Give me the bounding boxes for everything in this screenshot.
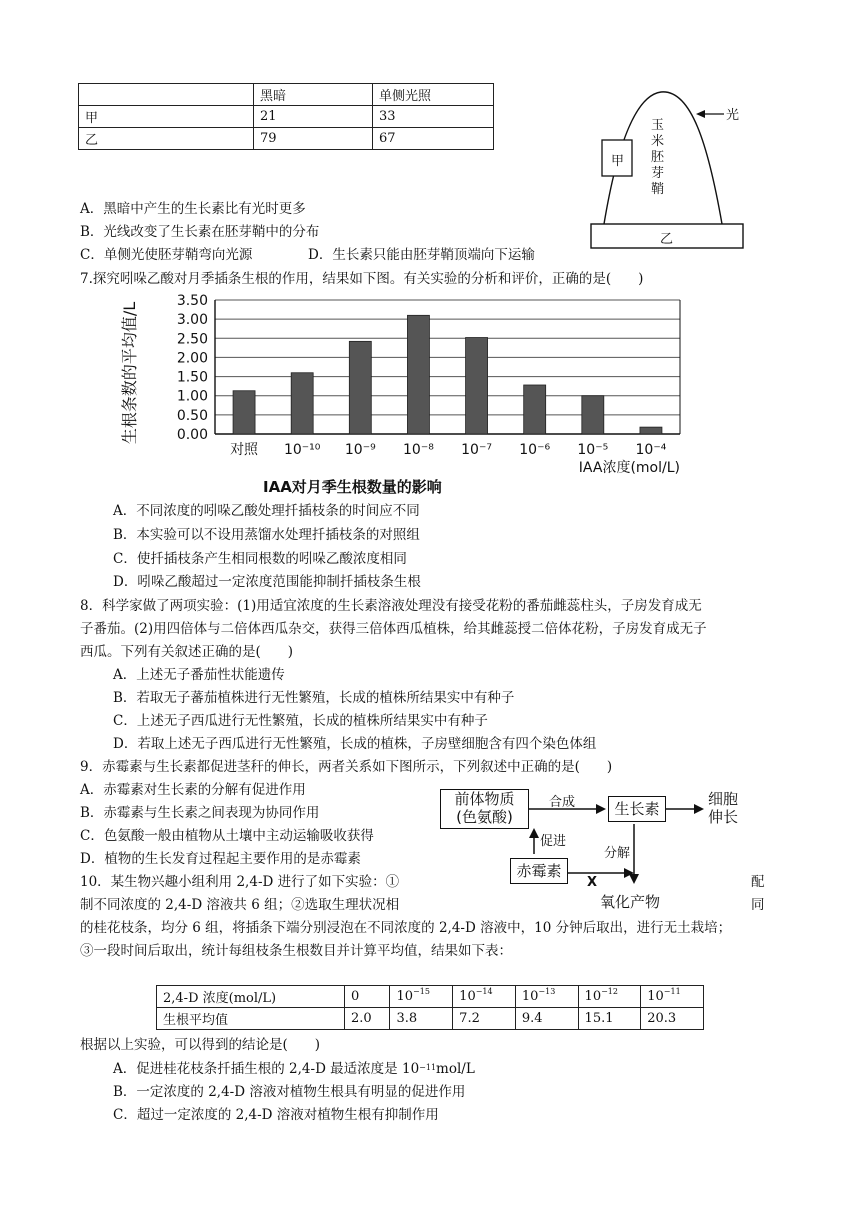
y-axis-label: 生根条数的平均值/L: [120, 301, 139, 445]
y-tick-label: 3.50: [176, 293, 208, 309]
table-row: [157, 1008, 704, 1030]
table-cell: $10^{-12}$: [578, 986, 641, 1008]
precursor-label: 前体物质: [454, 790, 515, 808]
elongation-label: [708, 790, 738, 826]
table-cell: 2.0: [345, 1008, 390, 1030]
promote-label: 促进: [540, 834, 567, 849]
q9-option-d: D．植物的生长发育过程起主要作用的是赤霉素: [80, 851, 361, 867]
x-mark: X: [587, 875, 598, 890]
x-tick-label: 10⁻⁷: [461, 442, 492, 458]
oxidation-label: 氧化产物: [600, 893, 661, 911]
chart-title: IAA对月季生根数量的影响: [263, 478, 442, 496]
bar: [582, 396, 604, 434]
x-tick-label: 对照: [230, 442, 259, 458]
x-tick-label: 10⁻¹⁰: [283, 442, 321, 458]
y-tick-label: 0.50: [176, 407, 208, 424]
table-cell: 乙: [79, 128, 254, 150]
q6-option-c: C．单侧光使胚芽鞘弯向光源: [80, 247, 253, 263]
table-row: [79, 106, 494, 128]
x-tick-label: 10⁻⁴: [635, 442, 667, 458]
table-cell: $10^{-15}$: [390, 986, 453, 1008]
q10-line-2-end: 同: [751, 897, 765, 913]
q8-option-c: C．上述无子西瓜进行无性繁殖，长成的植株所结果实中有种子: [113, 713, 488, 729]
auxin-box: [608, 796, 666, 822]
table-row: [157, 986, 704, 1008]
table-cell: 67: [373, 128, 494, 150]
table-cell: 33: [373, 106, 494, 128]
table-cell: 生根平均值: [157, 1008, 345, 1030]
table-cell: 21: [254, 106, 373, 128]
q7-option-a: A．不同浓度的吲哚乙酸处理扦插枝条的时间应不同: [113, 503, 420, 519]
table-cell: 单侧光照: [373, 84, 494, 106]
x-tick-label: 10⁻⁶: [519, 442, 551, 458]
q6-option-a: A．黑暗中产生的生长素比有光时更多: [80, 201, 306, 217]
bar: [349, 341, 371, 434]
q7-stem: 7.探究吲哚乙酸对月季插条生根的作用，结果如下图。有关实验的分析和评价，正确的是( ): [80, 271, 644, 287]
bar: [291, 373, 313, 434]
q10-line-1: 10．某生物兴趣小组利用 2,4-D 进行了如下实验：①: [80, 874, 400, 890]
table-cell: 甲: [79, 106, 254, 128]
q10-line-3: 的桂花枝条，均分 6 组，将插条下端分别浸泡在不同浓度的 2,4-D 溶液中，10 分钟后取出，进行无土栽培；: [80, 920, 732, 936]
table-cell: 9.4: [515, 1008, 578, 1030]
decompose-label: 分解: [604, 846, 631, 861]
precursor-box: [440, 789, 529, 829]
table-cell: 7.2: [453, 1008, 516, 1030]
q7-option-d: D．吲哚乙酸超过一定浓度范围能抑制扦插枝条生根: [113, 574, 421, 590]
q10-option-a: A．促进桂花枝条扦插生根的 2,4-D 最适浓度是 $10^{-11}mol/L$: [113, 1061, 475, 1077]
q8-stem-2: 子番茄。(2)用四倍体与二倍体西瓜杂交，获得三倍体西瓜植株，给其雌蕊授二倍体花粉，子房发育成无子: [80, 621, 707, 637]
table-row: [79, 84, 494, 106]
q10-option-c: C．超过一定浓度的 2,4-D 溶液对植物生根有抑制作用: [113, 1107, 439, 1123]
y-tick-label: 2.00: [176, 350, 208, 367]
table-cell: 3.8: [390, 1008, 453, 1030]
q8-stem-1: 8．科学家做了两项实验：(1)用适宜浓度的生长素溶液处理没有接受花粉的番茄雌蕊柱头，子房发育成无: [80, 598, 702, 614]
q8-stem-3: 西瓜。下列有关叙述正确的是( ): [80, 644, 294, 660]
q10-line-2: 制不同浓度的 2,4-D 溶液共 6 组；②选取生理状况相: [80, 897, 400, 913]
x-tick-label: 10⁻⁸: [403, 442, 434, 458]
table-row: [79, 128, 494, 150]
table-cell: 79: [254, 128, 373, 150]
table-cell: [79, 84, 254, 106]
bar: [407, 315, 429, 434]
q6-option-b: B．光线改变了生长素在胚芽鞘中的分布: [80, 224, 320, 240]
table-cell: 15.1: [578, 1008, 641, 1030]
bar: [233, 391, 255, 434]
q10-option-b: B．一定浓度的 2,4-D 溶液对植物生根具有明显的促进作用: [113, 1084, 466, 1100]
y-tick-label: 2.50: [176, 331, 208, 348]
q10-conclusion: 根据以上实验，可以得到的结论是( ): [80, 1037, 321, 1053]
y-tick-label: 0.00: [176, 427, 208, 443]
q8-option-a: A．上述无子番茄性状能遗传: [113, 667, 285, 683]
q7-option-c: C．使扦插枝条产生相同根数的吲哚乙酸浓度相同: [113, 551, 407, 567]
bar: [466, 338, 488, 434]
table-cell: $10^{-13}$: [515, 986, 578, 1008]
block-a-label: 甲: [611, 154, 625, 169]
coleoptile-figure: [586, 84, 766, 256]
x-axis-label: IAA浓度(mol/L): [578, 460, 680, 476]
elongation-line-1: 细胞: [708, 790, 739, 808]
hormone-diagram: [440, 788, 770, 912]
bar: [524, 385, 546, 434]
auxin-label: 生长素: [614, 800, 660, 818]
y-tick-label: 1.00: [176, 388, 208, 405]
q9-stem: 9．赤霉素与生长素都促进茎秆的伸长，两者关系如下图所示，下列叙述中正确的是( ): [80, 759, 613, 775]
q7-option-b: B．本实验可以不设用蒸馏水处理扦插枝条的对照组: [113, 527, 420, 543]
light-label: 光: [726, 108, 740, 123]
y-tick-label: 3.00: [176, 312, 208, 329]
coleoptile-label: 玉米胚芽鞘: [651, 118, 665, 197]
table-cell: $10^{-11}$: [641, 986, 704, 1008]
elongation-line-2: 伸长: [708, 808, 739, 826]
table-cell: $10^{-14}$: [453, 986, 516, 1008]
table-cell: 0: [345, 986, 390, 1008]
table-cell: 20.3: [641, 1008, 704, 1030]
q8-option-b: B．若取无子蕃茄植株进行无性繁殖，长成的植株所结果实中有种子: [113, 690, 515, 706]
q10-line-4: ③一段时间后取出，统计每组枝条生根数目并计算平均值，结果如下表：: [80, 943, 512, 959]
x-tick-label: 10⁻⁹: [344, 442, 376, 458]
synthesis-label: 合成: [549, 795, 576, 810]
q10-line-1-end: 配: [751, 874, 765, 890]
x-tick-label: 10⁻⁵: [577, 442, 609, 458]
q9-option-c: C．色氨酸一般由植物从土壤中主动运输吸收获得: [80, 828, 374, 844]
block-b-label: 乙: [660, 232, 674, 247]
concentration-table: [156, 985, 704, 1030]
tryptophan-label: (色氨酸): [456, 808, 513, 826]
iaa-bar-chart: [115, 292, 695, 482]
gibberellin-box: [510, 858, 568, 884]
q8-option-d: D．若取上述无子西瓜进行无性繁殖，长成的植株，子房壁细胞含有四个染色体组: [113, 736, 597, 752]
bar: [640, 427, 662, 434]
q6-option-d: D．生长素只能由胚芽鞘顶端向下运输: [308, 247, 535, 263]
table-cell: 2,4-D 浓度(mol/L): [157, 986, 345, 1008]
y-tick-label: 1.50: [176, 369, 208, 386]
q9-option-b: B．赤霉素与生长素之间表现为协同作用: [80, 805, 320, 821]
table-cell: 黑暗: [254, 84, 373, 106]
light-auxin-table: [78, 83, 494, 150]
q9-option-a: A．赤霉素对生长素的分解有促进作用: [80, 782, 306, 798]
gibberellin-label: 赤霉素: [516, 862, 562, 880]
